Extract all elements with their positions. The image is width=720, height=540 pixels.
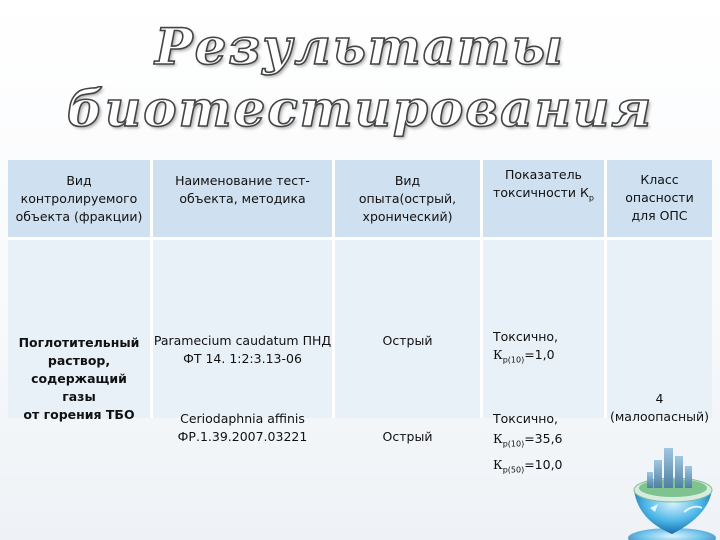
test-name-line: ФР.1.39.2007.03221: [177, 429, 308, 444]
cell-experiment-types: [335, 240, 483, 444]
header-object-type: [8, 160, 153, 240]
cell-toxicity: [483, 240, 607, 474]
toxicity-value: $К_{р(10)}=35,6$: [493, 431, 563, 449]
toxicity-label: Токсично,: [493, 329, 559, 344]
header-hazard-class-line: для ОПС: [631, 207, 688, 223]
title-line-2: биотестирования: [66, 79, 654, 138]
header-test-object-line: объекта, методика: [179, 191, 306, 206]
page-title: [0, 16, 720, 140]
cell-object-line: содержащий газы: [31, 371, 127, 404]
header-experiment-type-line: Вид: [394, 172, 421, 188]
toxicity-label: Токсично,: [493, 411, 559, 426]
test-name-line: Ceriodaphnia affinis: [180, 411, 305, 426]
header-hazard-class-line: опасности: [625, 189, 694, 205]
results-table: [8, 160, 712, 474]
cell-object: [8, 240, 153, 422]
header-experiment-type: [335, 160, 483, 240]
hazard-class-value: 4: [655, 391, 664, 406]
header-toxicity: [483, 160, 607, 240]
header-object-type-line: объекта (фракции): [15, 209, 143, 224]
toxicity-block: [493, 328, 558, 370]
header-test-object: [153, 160, 335, 240]
cell-test-objects: [153, 240, 335, 444]
toxicity-value: $К_{р(10)}=1,0$: [493, 347, 555, 365]
header-hazard-class: [607, 160, 712, 240]
header-toxicity-line: Показатель: [505, 167, 582, 182]
cell-object-line: раствор,: [47, 353, 111, 368]
header-experiment-type-line: опыта(острый,: [358, 190, 457, 206]
toxicity-value: $К_{р(50)}=10,0$: [493, 456, 563, 474]
test-name-line: ФТ 14. 1:2:3.13-06: [183, 351, 302, 366]
title-line-1: Результаты: [155, 17, 565, 76]
test-name-line: Paramecium caudatum ПНД: [153, 333, 332, 348]
experiment-type-text: Острый: [382, 333, 433, 348]
cell-object-line: Поглотительный: [18, 335, 140, 350]
header-test-object-line: Наименование тест-: [175, 173, 310, 188]
header-experiment-type-line: хронический): [362, 208, 453, 224]
header-toxicity-line: токсичности $К_р$: [493, 185, 594, 203]
header-hazard-class-line: Класс: [640, 171, 679, 187]
header-object-type-line: контролируемого: [20, 191, 138, 206]
cell-hazard-class: [607, 240, 712, 424]
toxicity-block: [493, 410, 563, 479]
experiment-type-text: Острый: [382, 429, 433, 444]
hazard-class-label: (малоопасный): [610, 409, 709, 424]
globe-city-icon: [620, 430, 720, 540]
header-object-type-line: Вид: [66, 173, 92, 188]
cell-object-line: от горения ТБО: [23, 407, 135, 422]
